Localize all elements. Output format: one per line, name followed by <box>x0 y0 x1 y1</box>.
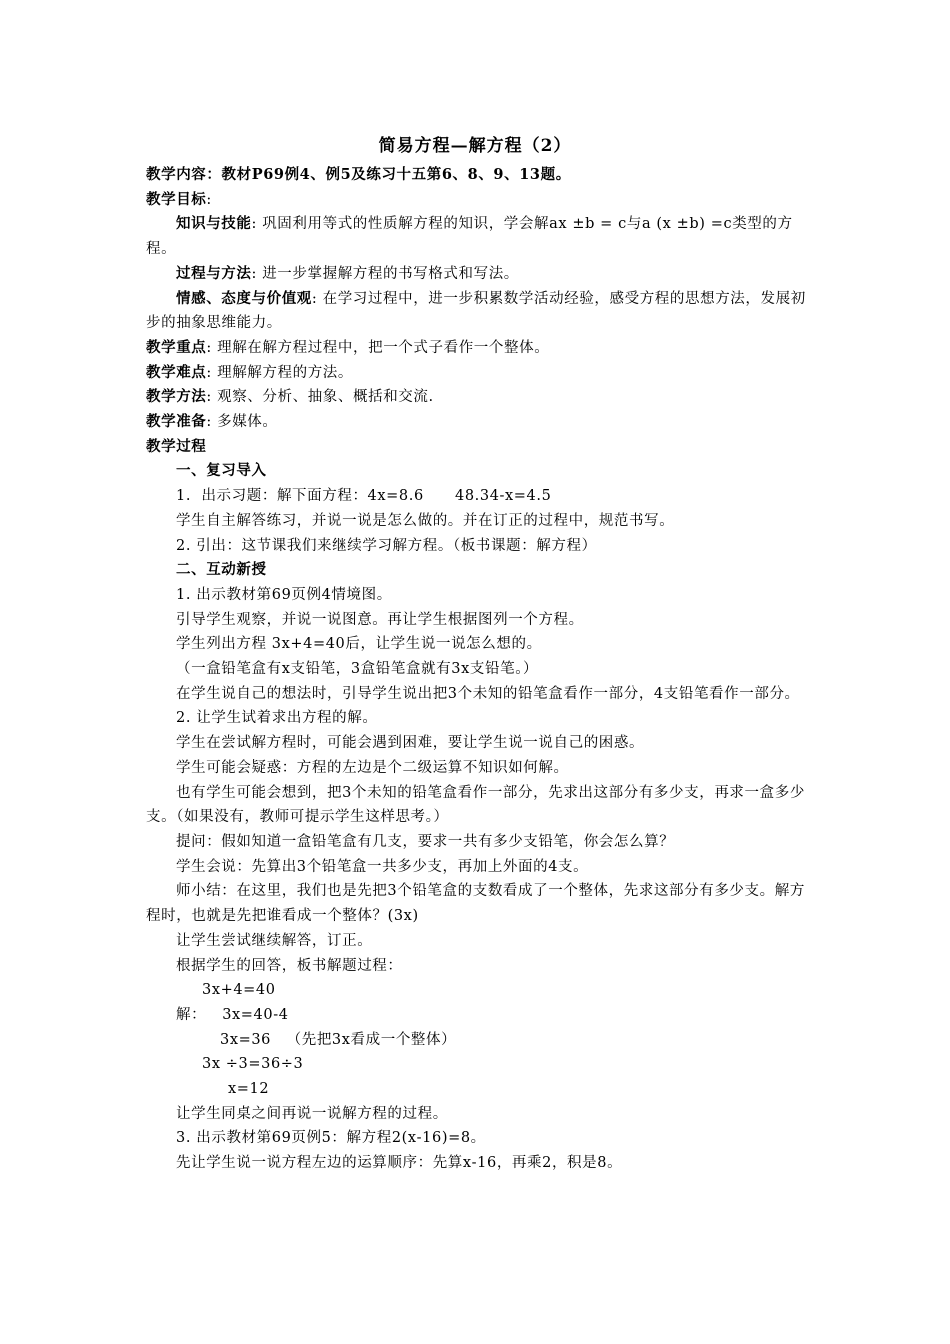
paragraph: 1. 出示习题：解下面方程：4ⅹ=8.6 48.34-ⅹ=4.5 <box>176 488 552 505</box>
paragraph: 先让学生说一说方程左边的运算顺序：先算ⅹ-16，再乘2，积是8。 <box>176 1155 623 1172</box>
content-line <box>146 163 810 188</box>
goal-emotion <box>146 287 810 336</box>
paragraph: 学生会说：先算出3个铅笔盒一共多少支，再加上外面的4支。 <box>176 858 589 875</box>
goal-knowledge-text: : 巩固利用等式的性质解方程的知识，学会解aⅹ ±b = c与a (ⅹ ±b) =c类型的方程。 <box>146 216 793 258</box>
goal-process <box>146 262 810 287</box>
paragraph: 引导学生观察，并说一说图意。再让学生根据图列一个方程。 <box>176 611 584 628</box>
preparation <box>146 410 810 435</box>
paragraph: 2. 引出：这节课我们来继续学习解方程。（板书课题：解方程） <box>176 537 597 554</box>
goals-colon: : <box>206 191 212 208</box>
paragraph: 提问：假如知道一盒铅笔盒有几支，要求一共有多少支铅笔，你会怎么算？ <box>176 833 675 850</box>
equation-line-2 <box>146 1003 810 1028</box>
paragraph: 让学生尝试继续解答，订正。 <box>176 932 373 949</box>
preparation-text: : 多媒体。 <box>206 414 278 431</box>
key-point <box>146 336 810 361</box>
paragraph: 让学生同桌之间再说一说解方程的过程。 <box>176 1105 448 1122</box>
paragraph: 1. 出示教材第69页例4情境图。 <box>176 586 392 603</box>
paragraph: 3. 出示教材第69页例5：解方程2(ⅹ-16)=8。 <box>176 1130 486 1147</box>
paragraph: 也有学生可能会想到，把3个未知的铅笔盒看作一部分，先求出这部分有多少支，再求一盒多少支。（如果没有，教师可提示学生这样思考。） <box>146 784 805 826</box>
method-text: : 观察、分析、抽象、概括和交流. <box>206 389 434 406</box>
solution-label: 解： <box>176 1006 207 1023</box>
process-heading: 教学过程 <box>146 437 207 455</box>
difficulty-label: 教学难点 <box>146 363 207 381</box>
page-title: 简易方程—解方程（2） <box>378 136 572 156</box>
paragraph: （一盒铅笔盒有ⅹ支铅笔，3盒铅笔盒就有3ⅹ支铅笔。） <box>176 661 539 678</box>
paragraph: 根据学生的回答，板书解题过程： <box>176 957 403 974</box>
preparation-label: 教学准备 <box>146 413 207 431</box>
paragraph: 师小结：在这里，我们也是先把3个铅笔盒的支数看成了一个整体，先求这部分有多少支。解方程时，也就是先把谁看成一个整体？(3ⅹ) <box>146 883 805 925</box>
goal-knowledge <box>146 212 810 261</box>
equation-line-4: 3ⅹ ÷3=36÷3 <box>202 1056 304 1073</box>
goal-knowledge-label: 知识与技能 <box>176 215 252 233</box>
paragraph: 学生在尝试解方程时，可能会遇到困难，要让学生说一说自己的困惑。 <box>176 735 645 752</box>
equation-line-5: ⅹ=12 <box>228 1081 270 1098</box>
goals-heading-text: 教学目标 <box>146 190 207 208</box>
section-1-heading: 一、复习导入 <box>176 462 267 480</box>
key-point-label: 教学重点 <box>146 338 207 356</box>
goal-process-label: 过程与方法 <box>176 264 252 282</box>
content-label: 教学内容： <box>146 166 222 183</box>
equation-line-3: 3ⅹ=36 （先把3ⅹ看成一个整体） <box>220 1031 457 1048</box>
goals-heading <box>146 188 810 213</box>
section-2-heading: 二、互动新授 <box>176 561 267 579</box>
goal-emotion-label: 情感、态度与价值观 <box>176 289 312 307</box>
goal-emotion-text: : 在学习过程中，进一步积累数学活动经验，感受方程的思想方法，发展初步的抽象思维能力。 <box>146 290 806 332</box>
method-label: 教学方法 <box>146 388 207 406</box>
equation-line-1: 3ⅹ+4=40 <box>202 982 276 999</box>
equation-text: 3ⅹ=40-4 <box>222 1006 289 1023</box>
content-text: 教材P69例4、例5及练习十五第6、8、9、13题。 <box>221 166 571 183</box>
paragraph: 学生列出方程 3ⅹ+4=40后，让学生说一说怎么想的。 <box>176 636 542 653</box>
difficulty <box>146 361 810 386</box>
paragraph: 学生自主解答练习，并说一说是怎么做的。并在订正的过程中，规范书写。 <box>176 512 675 529</box>
key-point-text: : 理解在解方程过程中，把一个式子看作一个整体。 <box>206 339 550 356</box>
paragraph: 在学生说自己的想法时，引导学生说出把3个未知的铅笔盒看作一部分，4支铅笔看作一部分。 <box>176 685 800 702</box>
paragraph: 学生可能会疑惑：方程的左边是个二级运算不知识如何解。 <box>176 759 569 776</box>
difficulty-text: : 理解解方程的方法。 <box>206 364 353 381</box>
paragraph: 2. 让学生试着求出方程的解。 <box>176 710 378 727</box>
document-body <box>146 163 810 1176</box>
method <box>146 385 810 410</box>
goal-process-text: : 进一步掌握解方程的书写格式和写法。 <box>251 265 519 282</box>
